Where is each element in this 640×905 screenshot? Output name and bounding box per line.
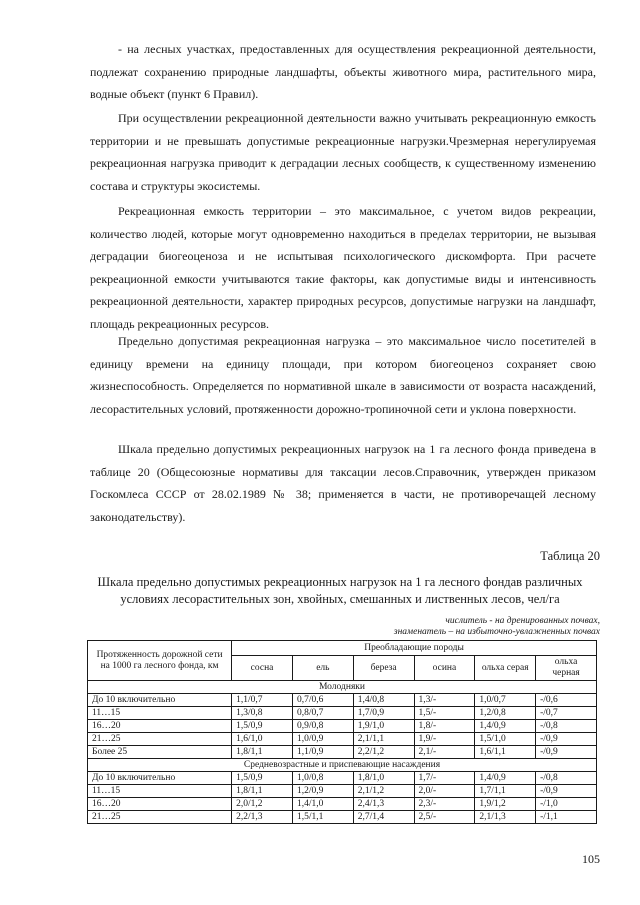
table-cell: 1,1/0,9 xyxy=(292,746,353,759)
section-row xyxy=(88,681,597,694)
row-label: До 10 включительно xyxy=(88,694,232,707)
table-cell: -/0,9 xyxy=(536,746,597,759)
table-cell: 1,3/0,8 xyxy=(232,707,293,720)
table-cell: 1,5/0,9 xyxy=(232,720,293,733)
table-header-row xyxy=(88,641,597,656)
table-cell: -/0,7 xyxy=(536,707,597,720)
column-header: сосна xyxy=(232,656,293,681)
table-row xyxy=(88,811,597,824)
table-cell: 1,0/0,7 xyxy=(475,694,536,707)
paragraph-2: При осуществлении рекреационной деятельности важно учитывать рекреационную емкость территории и не превышать допустимые рекреационные нагрузки.Чрезмерная нерегулируемая рекреационная нагрузка приводит к деградации лесных сообществ, к существенному изменению состава и структуры экосистемы. xyxy=(90,111,596,193)
table-cell: 1,9/- xyxy=(414,733,475,746)
table-cell: 2,0/1,2 xyxy=(232,798,293,811)
table-cell: 1,5/- xyxy=(414,707,475,720)
row-label: Более 25 xyxy=(88,746,232,759)
table-cell: 1,2/0,8 xyxy=(475,707,536,720)
table-row xyxy=(88,733,597,746)
table-cell: 2,0/- xyxy=(414,785,475,798)
table-cell: 2,2/1,3 xyxy=(232,811,293,824)
table-cell: 2,3/- xyxy=(414,798,475,811)
table-note-numerator: числитель - на дренированных почвах, xyxy=(445,616,600,626)
table-cell: 1,5/1,0 xyxy=(475,733,536,746)
table-cell: 1,5/1,1 xyxy=(292,811,353,824)
recreational-load-table xyxy=(87,640,597,824)
row-label: 16…20 xyxy=(88,798,232,811)
table-cell: 2,1/1,3 xyxy=(475,811,536,824)
table-cell: -/0,8 xyxy=(536,772,597,785)
table-cell: 1,8/- xyxy=(414,720,475,733)
table-cell: 1,7/- xyxy=(414,772,475,785)
column-header: ольха черная xyxy=(536,656,597,681)
table-cell: 1,2/0,9 xyxy=(292,785,353,798)
table-cell: 1,7/0,9 xyxy=(353,707,414,720)
table-cell: 1,7/1,1 xyxy=(475,785,536,798)
row-label: 11…15 xyxy=(88,785,232,798)
section-title: Молодняки xyxy=(88,681,597,694)
table-cell: 1,8/1,1 xyxy=(232,746,293,759)
row-label: До 10 включительно xyxy=(88,772,232,785)
row-label: 21…25 xyxy=(88,811,232,824)
table-row xyxy=(88,772,597,785)
table-cell: 1,0/0,8 xyxy=(292,772,353,785)
table-row xyxy=(88,720,597,733)
table-cell: 1,3/- xyxy=(414,694,475,707)
table-cell: 0,8/0,7 xyxy=(292,707,353,720)
table-row xyxy=(88,707,597,720)
table-cell: 2,2/1,2 xyxy=(353,746,414,759)
section-row xyxy=(88,759,597,772)
table-cell: -/1,1 xyxy=(536,811,597,824)
table-note-denominator: знаменатель – на избыточно-увлажненных почвах xyxy=(393,627,600,637)
table-cell: 1,0/0,9 xyxy=(292,733,353,746)
table-note xyxy=(394,616,600,638)
paragraph-5: Шкала предельно допустимых рекреационных нагрузок на 1 га лесного фонда приведена в таблице 20 (Общесоюзные нормативы для таксации лесов.Справочник, утвержден приказом Госкомлеса СССР от 28.02.1989 № 38; применяется в части, не противоречащей лесному законодательству). xyxy=(90,442,596,524)
column-header: береза xyxy=(353,656,414,681)
table-cell: 0,9/0,8 xyxy=(292,720,353,733)
table-cell: -/0,8 xyxy=(536,720,597,733)
table-cell: 1,6/1,1 xyxy=(475,746,536,759)
column-header: осина xyxy=(414,656,475,681)
table-cell: 1,6/1,0 xyxy=(232,733,293,746)
row-label: 16…20 xyxy=(88,720,232,733)
section-title: Средневозрастные и приспевающие насаждения xyxy=(88,759,597,772)
table-cell: 0,7/0,6 xyxy=(292,694,353,707)
column-header: ель xyxy=(292,656,353,681)
table-cell: 2,1/1,1 xyxy=(353,733,414,746)
table-row xyxy=(88,694,597,707)
table-cell: 2,1/- xyxy=(414,746,475,759)
table-cell: 1,4/0,8 xyxy=(353,694,414,707)
row-label: 21…25 xyxy=(88,733,232,746)
paragraph-4: Предельно допустимая рекреационная нагрузка – это максимальное число посетителей в единицу времени на единицу площади, при котором биогеоценоз сохраняет свою жизнеспособность. Определяется по нормативной шкале в зависимости от возраста насаждений, лесорастительных условий, протяженности дорожно-тропиночной сети и уклона поверхности. xyxy=(90,334,596,416)
column-header: ольха серая xyxy=(475,656,536,681)
table-title: Шкала предельно допустимых рекреационных нагрузок на 1 га лесного фондав различных условиях лесорастительных зон, хвойных, смешанных и лиственных лесов, чел/га xyxy=(97,575,583,606)
table-cell: 1,1/0,7 xyxy=(232,694,293,707)
paragraph-3: Рекреационная емкость территории – это максимальное, с учетом видов рекреации, количество людей, которые могут одновременно находиться в пределах территории, не вызывая деградации биогеоценоза и не испытывая психологического дискомфорта. При расчете рекреационной емкости учитываются такие факторы, как допустимые виды и интенсивность рекреационной деятельности, характер природных ресурсов, допустимые нагрузки на ландшафт, площадь рекреационных ресурсов. xyxy=(90,204,596,331)
table-cell: 2,4/1,3 xyxy=(353,798,414,811)
table-cell: -/0,9 xyxy=(536,785,597,798)
table-row xyxy=(88,785,597,798)
table-row xyxy=(88,746,597,759)
table-cell: -/1,0 xyxy=(536,798,597,811)
table-cell: 1,5/0,9 xyxy=(232,772,293,785)
table-cell: 2,5/- xyxy=(414,811,475,824)
table-cell: 1,8/1,1 xyxy=(232,785,293,798)
table-cell: 2,1/1,2 xyxy=(353,785,414,798)
row-label: 11…15 xyxy=(88,707,232,720)
page-number: 105 xyxy=(582,852,600,866)
table-label: Таблица 20 xyxy=(540,549,600,563)
table-cell: 1,8/1,0 xyxy=(353,772,414,785)
table-cell: -/0,6 xyxy=(536,694,597,707)
table-cell: -/0,9 xyxy=(536,733,597,746)
table-row xyxy=(88,798,597,811)
paragraph-1: - на лесных участках, предоставленных для осуществления рекреационной деятельности, подлежат сохранению природные ландшафты, объекты животного мира, растительного мира, водные объект (пункт 6 Правил). xyxy=(90,42,596,101)
table-cell: 1,9/1,2 xyxy=(475,798,536,811)
group-header-cell: Преобладающие породы xyxy=(232,641,597,656)
table-cell: 1,9/1,0 xyxy=(353,720,414,733)
row-header-cell: Протяженность дорожной сети на 1000 га лесного фонда, км xyxy=(88,641,232,681)
table-body xyxy=(88,681,597,824)
table-cell: 1,4/1,0 xyxy=(292,798,353,811)
table-cell: 1,4/0,9 xyxy=(475,720,536,733)
table-cell: 2,7/1,4 xyxy=(353,811,414,824)
table-cell: 1,4/0,9 xyxy=(475,772,536,785)
